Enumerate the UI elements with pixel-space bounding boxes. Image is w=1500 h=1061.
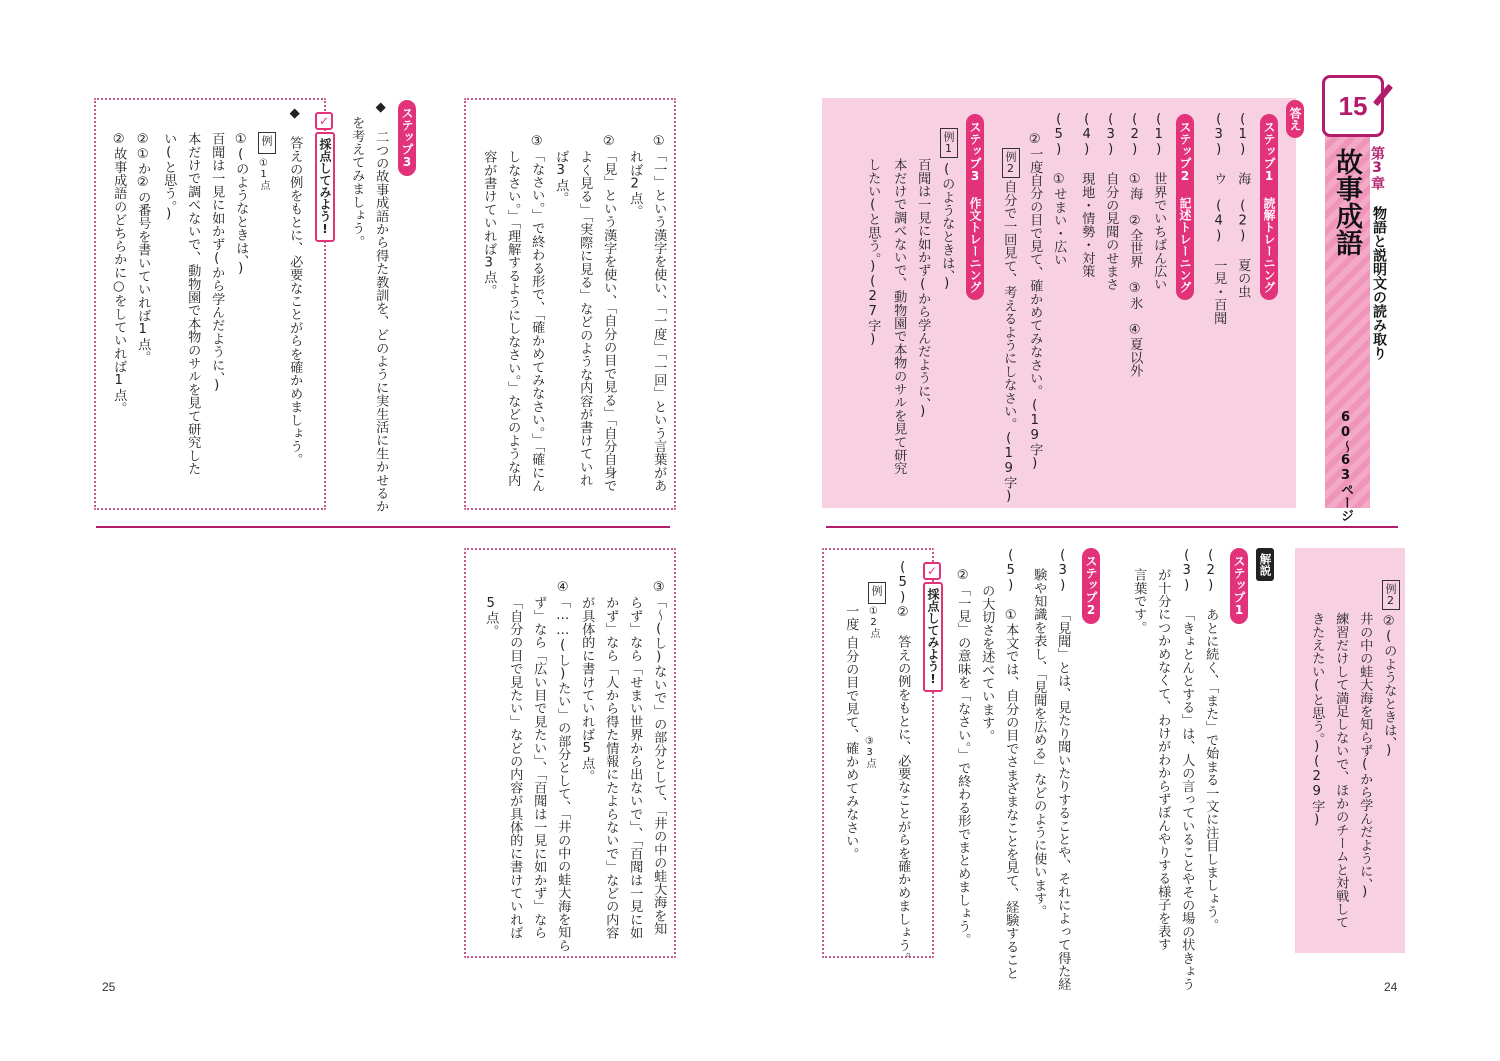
page-range: 60〜63ページ	[1338, 410, 1353, 522]
commentary-left-s3-l7: 本だけで調べないで、動物園で本物のサルを見て研究した	[185, 132, 201, 476]
step3-tag: ステップ3	[398, 100, 416, 176]
commentary-left-s3-l2: を考えてみましょう。	[349, 116, 365, 248]
answer-s2-line6: ②一度自分の目で見て、確かめてみなさい。(19字)	[1027, 132, 1043, 471]
commentary-right-l12: 自分の目で見て、確かめてみなさい。	[843, 636, 859, 861]
check-icon-right: ✓	[923, 562, 941, 580]
example2-line2: 井の中の蛙大海を知らず(から学んだように、)	[1357, 612, 1373, 900]
commentary-left-s3-l4: ①1点	[258, 158, 269, 190]
example-mark-left: 例	[258, 132, 276, 154]
commentary-right-l10: (5)② 答えの例をもとに、必要なことがらを確かめましょう。	[895, 560, 911, 965]
step1-tag: ステップ1	[1230, 548, 1248, 624]
commentary-right-l11: ①2点	[868, 606, 879, 638]
chapter-label: 第3章	[1369, 146, 1385, 190]
answer-s3-line1-prefix: (のようなときは、)	[939, 162, 955, 291]
step1-reading-tag: ステップ1 読解トレーニング	[1260, 114, 1278, 300]
commentary-left-s3-l9: ②①か②の番号を書いていれば1点。	[135, 132, 151, 364]
example1-box-s3: 例1	[940, 128, 958, 158]
commentary-right-l8: の大切さを述べています。	[979, 584, 995, 743]
lesson-title: 故事成語	[1331, 148, 1362, 256]
answer-s3-line3: したい(と思う。)(27字)	[865, 158, 881, 347]
commentary-left-bottom-l5: ④「……(し)たい」の部分として、「井の中の蛙大海を知ら	[555, 580, 571, 952]
commentary-left-top-l2: れば2点。	[627, 150, 643, 218]
commentary-left-bottom-l4: が具体的に書けていれば5点。	[579, 596, 595, 783]
example-mark-right: 例	[868, 582, 886, 604]
commentary-right-l12-pts: ③3点	[864, 736, 875, 768]
commentary-left-s3-l5: ①(のようなときは、)	[233, 132, 249, 276]
right-divider	[826, 526, 1398, 528]
example2-box: 例2	[1382, 580, 1400, 610]
commentary-tag: 解説	[1256, 548, 1274, 581]
answer-s3-line1: 百聞は一見に如かず(から学んだように、)	[915, 158, 931, 419]
commentary-left-bottom-l7: 「自分の目で見たい」などの内容が具体的に書けていれば	[507, 596, 523, 940]
lesson-number-chip: 15	[1322, 75, 1384, 137]
step3-composition-tag: ステップ3 作文トレーニング	[966, 114, 984, 300]
answer-tag: 答え	[1286, 100, 1304, 138]
commentary-left-top-l3: ②「見」という漢字を使い、「自分の目で見る」「自分自身で	[601, 134, 617, 493]
answer-s2-line4: (4) 現地・情勢・対策	[1079, 112, 1095, 278]
page-number-right: 24	[1384, 980, 1398, 994]
example2-line3: 練習だけして満足しないで、ほかのチームと対戦して	[1333, 612, 1349, 929]
step2-tag: ステップ2	[1082, 548, 1100, 624]
commentary-left-top-l5: ば3点。	[553, 150, 569, 205]
example2-line1: ②(のようなときは、)	[1381, 614, 1397, 758]
left-divider	[96, 526, 670, 528]
answer-s2-line7: 自分で一回見て、考えるようにしなさい。(19字)	[1001, 180, 1017, 504]
commentary-right-l1: (2) あとに続く、「また」で始まる一文に注目しましょう。	[1203, 548, 1219, 932]
answer-s2-line5: (5) ①せまい・広い	[1051, 112, 1067, 267]
answer-s2-line2: (2) ①海 ②全世界 ③氷 ④夏以外	[1127, 112, 1143, 378]
commentary-left-top-l1: ①「一」という漢字を使い、「一度」「一回」という言葉があ	[651, 134, 667, 493]
answer-s1-line1: (1) 海 (2) 夏の虫	[1235, 112, 1251, 298]
grading-badge-left: 採点してみよう!	[315, 132, 335, 242]
commentary-right-l3: が十分につかめなくて、わけがわからずぼんやりする様子を表す	[1155, 568, 1171, 951]
commentary-right-l7: (5) ①本文では、自分の目でさまざまなことを見て、経験すること	[1003, 548, 1019, 980]
example1-box-s2: 例2	[1002, 148, 1020, 178]
chapter-title: 物語と説明文の読み取り	[1371, 206, 1387, 360]
commentary-right-l5: (3) 「見聞」とは、見たり聞いたりすることや、それによって得た経	[1055, 548, 1071, 991]
answer-s3-line2: 本だけで調べないで、動物園で本物のサルを見て研究	[891, 158, 907, 475]
answer-s2-line3: (3) 自分の見聞のせまさ	[1103, 112, 1119, 291]
commentary-left-top-l6: ③「なさい。」で終わる形で、「確かめてみなさい。」「確にん	[529, 134, 545, 493]
commentary-left-bottom-l3: かず」なら「人から得た情報にたよらないで」などの内容	[603, 596, 619, 940]
answer-s1-line2: (3) ウ (4) 一見・百聞	[1211, 112, 1227, 325]
step2-writing-tag: ステップ2 記述トレーニング	[1176, 114, 1194, 300]
commentary-left-s3-l6: 百聞は一見に如かず(から学んだように、)	[209, 132, 225, 393]
check-icon-left: ✓	[315, 112, 333, 130]
commentary-left-bottom-l6: ず」なら「広い目で見たい」、「百聞は一見に如かず」なら	[531, 596, 547, 940]
commentary-left-s3-l1: ◆ 二つの故事成語から得た教訓を、どのように実生活に生かせるか	[373, 100, 389, 513]
commentary-left-bottom-l8: 5点。	[483, 596, 499, 638]
commentary-left-s3-l10: ②故事成語のどちらかに○をしていれば1点。	[111, 132, 127, 415]
commentary-left-s3-l8: い(と思う。)	[161, 132, 177, 222]
grading-badge-right: 採点してみよう!	[923, 582, 943, 692]
commentary-left-s3-l3: ◆ 答えの例をもとに、必要なことがらを確かめましょう。	[287, 106, 303, 466]
page-number-left: 25	[102, 980, 116, 994]
commentary-left-top-l4: よく見る」「実際に見る」などのような内容が書けていれ	[577, 150, 593, 487]
commentary-right-l9: ②「一見」の意味を「なさい。」で終わる形でまとめましょう。	[955, 568, 971, 946]
answer-s2-line1: (1) 世界でいちばん広い	[1151, 112, 1167, 291]
commentary-right-l6: 験や知識を表し、「見聞を広める」などのように使います。	[1031, 568, 1047, 918]
commentary-right-l4: 言葉です。	[1131, 568, 1147, 634]
commentary-right-l12-pre: 一度	[843, 604, 859, 631]
example2-line4: きたえたい(と思う。)(29字)	[1309, 612, 1325, 828]
commentary-left-bottom-l2: らず」なら「せまい世界から出ないで」、「百聞は一見に如	[627, 596, 643, 940]
commentary-right-l2: (3) 「きょとんとする」は、人の言っていることやその場の状きょう	[1179, 548, 1195, 991]
commentary-left-bottom-l1: ③「〜(し)ないで」の部分として、「井の中の蛙大海を知	[651, 580, 667, 936]
commentary-left-top-l7: しなさい。」「理解するようにしなさい。」などのような内	[505, 150, 521, 487]
commentary-left-top-l8: 容が書けていれば3点。	[481, 150, 497, 297]
